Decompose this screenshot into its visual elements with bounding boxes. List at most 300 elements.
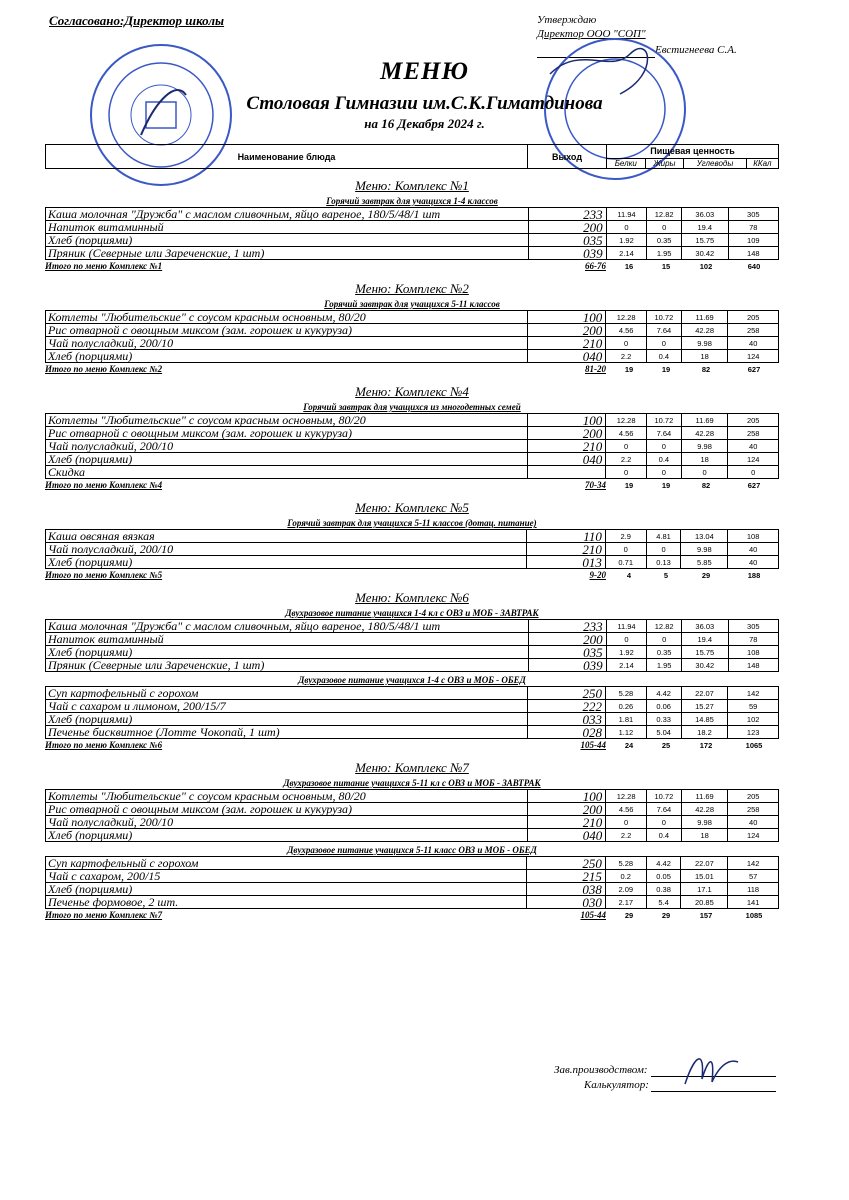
protein-value: 0 — [606, 816, 647, 829]
protein-value: 12.28 — [606, 790, 647, 803]
kcal-value: 148 — [728, 247, 778, 260]
kcal-value: 108 — [728, 530, 779, 543]
kcal-value: 40 — [728, 543, 779, 556]
group-title: Двухразовое питание учащихся 5-11 кл с ОВЗ и МОБ - ЗАВТРАК — [283, 778, 541, 788]
fat-value: 10.72 — [646, 790, 681, 803]
fat-value: 0.35 — [647, 234, 682, 247]
section-title: Меню: Комплекс №5 — [355, 500, 469, 515]
kcal-value: 258 — [728, 427, 779, 440]
dish-output: 200 — [528, 221, 606, 234]
protein-value: 2.14 — [606, 247, 647, 260]
total-row — [45, 363, 779, 375]
protein-value: 0 — [606, 337, 647, 350]
fat-value: 7.64 — [646, 803, 681, 816]
protein-value: 4.56 — [606, 324, 647, 337]
section-title: Меню: Комплекс №7 — [355, 760, 469, 775]
carbs-value: 11.69 — [681, 790, 728, 803]
total-label: Итого по меню Комплекс №7 — [45, 910, 163, 920]
carbs-value: 9.98 — [681, 543, 728, 556]
protein-value: 0 — [606, 466, 647, 479]
dish-name: Хлеб (порциями) — [46, 713, 528, 726]
table-row — [46, 646, 779, 659]
fat-value: 1.95 — [647, 659, 682, 672]
col-name-header: Наименование блюда — [46, 145, 528, 169]
dish-output: 100 — [527, 790, 605, 803]
dish-name: Котлеты "Любительские" с соусом красным основным, 80/20 — [46, 414, 528, 427]
dish-table — [45, 529, 779, 569]
total-carbs: 157 — [699, 910, 713, 920]
fat-value: 0 — [646, 816, 681, 829]
total-output: 9-20 — [589, 570, 606, 580]
table-row — [46, 816, 779, 829]
carbs-value: 22.07 — [681, 857, 728, 870]
carbs-value: 11.69 — [681, 311, 728, 324]
total-fat: 5 — [663, 570, 669, 580]
director-label: Директор ООО "СОП" — [537, 28, 646, 40]
total-carbs: 82 — [701, 480, 711, 490]
dish-table — [45, 619, 779, 672]
dish-name: Печенье бисквитное (Лотте Чокопай, 1 шт) — [46, 726, 528, 739]
dish-name: Рис отварной с овощным миксом (зам. горошек и кукуруза) — [46, 427, 528, 440]
kcal-value: 0 — [728, 466, 779, 479]
carbs-value: 0 — [681, 466, 728, 479]
protein-value: 5.28 — [606, 687, 647, 700]
page-subtitle: Столовая Гимназии им.С.К.Гиматдинова — [246, 93, 603, 114]
protein-value: 12.28 — [606, 311, 647, 324]
table-row — [46, 883, 779, 896]
dish-output — [527, 466, 605, 479]
group-title: Горячий завтрак для учащихся 1-4 классов — [326, 196, 498, 206]
fat-value: 12.82 — [647, 208, 682, 221]
protein-value: 11.94 — [606, 620, 647, 633]
total-output: 105-44 — [580, 740, 606, 750]
group-title: Двухразовое питание учащихся 1-4 кл с ОВЗ и МОБ - ЗАВТРАК — [285, 608, 539, 618]
carbs-value: 18 — [681, 453, 728, 466]
col-carbs-header: Углеводы — [684, 158, 747, 168]
protein-value: 0.26 — [606, 700, 647, 713]
dish-output: 250 — [527, 857, 606, 870]
dish-name: Пряник (Северные или Зареченские, 1 шт) — [46, 659, 529, 672]
signer-name: Евстигнеева С.А. — [655, 44, 737, 56]
col-nutrition-header: Пищевая ценность — [607, 145, 779, 159]
dish-table — [45, 789, 779, 842]
fat-value: 0.13 — [646, 556, 681, 569]
kcal-value: 78 — [728, 221, 778, 234]
protein-value: 1.92 — [606, 234, 647, 247]
fat-value: 5.04 — [646, 726, 681, 739]
fat-value: 5.4 — [646, 896, 681, 909]
total-label: Итого по меню Комплекс №2 — [45, 364, 163, 374]
dish-name: Рис отварной с овощным миксом (зам. горошек и кукуруза) — [46, 803, 528, 816]
kcal-value: 205 — [728, 790, 779, 803]
total-output: 66-76 — [585, 261, 606, 271]
carbs-value: 18.2 — [681, 726, 728, 739]
kcal-value: 148 — [728, 659, 778, 672]
dish-output: 100 — [527, 311, 605, 324]
page-title: МЕНЮ — [380, 58, 469, 85]
fat-value: 0 — [646, 466, 681, 479]
table-row — [46, 337, 779, 350]
kcal-value: 118 — [728, 883, 779, 896]
kcal-value: 258 — [728, 324, 779, 337]
protein-value: 2.14 — [606, 659, 647, 672]
dish-table — [45, 686, 779, 739]
fat-value: 0 — [647, 221, 682, 234]
protein-value: 0.71 — [605, 556, 646, 569]
section-title: Меню: Комплекс №2 — [355, 281, 469, 296]
dish-output: 035 — [528, 646, 606, 659]
kcal-value: 305 — [728, 208, 778, 221]
protein-value: 11.94 — [606, 208, 647, 221]
group-title: Двухразовое питание учащихся 5-11 класс ОВЗ и МОБ - ОБЕД — [287, 845, 537, 855]
table-row — [46, 870, 779, 883]
calculator-label: Калькулятор: — [584, 1079, 649, 1091]
carbs-value: 30.42 — [682, 247, 729, 260]
table-row — [46, 620, 779, 633]
total-carbs: 102 — [699, 261, 713, 271]
dish-output: 210 — [527, 543, 606, 556]
dish-name: Пряник (Северные или Зареченские, 1 шт) — [46, 247, 529, 260]
total-carbs: 29 — [701, 570, 711, 580]
manager-signature-icon — [680, 1044, 740, 1094]
kcal-value: 40 — [728, 440, 779, 453]
fat-value: 0 — [647, 633, 682, 646]
total-protein: 19 — [624, 480, 634, 490]
dish-name: Каша молочная "Дружба" с маслом сливочным, яйцо вареное, 180/5/48/1 шт — [46, 208, 529, 221]
total-protein: 24 — [624, 740, 634, 750]
total-fat: 19 — [661, 364, 671, 374]
production-manager-label: Зав.производством: — [554, 1064, 648, 1076]
carbs-value: 15.01 — [681, 870, 728, 883]
dish-output: 215 — [527, 870, 606, 883]
table-row — [46, 790, 779, 803]
dish-name: Напиток витаминный — [46, 221, 529, 234]
dish-output: 200 — [527, 803, 605, 816]
approval-left-label: Согласовано:Директор школы — [49, 13, 225, 28]
carbs-value: 18 — [681, 350, 728, 363]
col-fat-header: Жиры — [645, 158, 684, 168]
dish-name: Каша овсяная вязкая — [46, 530, 527, 543]
dish-output: 222 — [527, 700, 605, 713]
kcal-value: 108 — [728, 646, 778, 659]
dish-table — [45, 310, 779, 363]
carbs-value: 17.1 — [681, 883, 728, 896]
group-title: Двухразовое питание учащихся 1-4 с ОВЗ и МОБ - ОБЕД — [298, 675, 526, 685]
carbs-value: 15.75 — [682, 646, 729, 659]
table-row — [46, 350, 779, 363]
protein-value: 0 — [606, 633, 647, 646]
fat-value: 4.81 — [646, 530, 681, 543]
total-kcal: 627 — [747, 480, 761, 490]
protein-value: 1.12 — [606, 726, 647, 739]
dish-name: Котлеты "Любительские" с соусом красным основным, 80/20 — [46, 790, 528, 803]
approve-label: Утверждаю — [537, 14, 597, 26]
carbs-value: 36.03 — [682, 208, 729, 221]
total-kcal: 1085 — [745, 910, 763, 920]
carbs-value: 42.28 — [681, 427, 728, 440]
carbs-value: 9.98 — [681, 440, 728, 453]
carbs-value: 9.98 — [681, 337, 728, 350]
fat-value: 0.35 — [647, 646, 682, 659]
kcal-value: 124 — [728, 453, 779, 466]
kcal-value: 40 — [728, 337, 779, 350]
total-row — [45, 479, 779, 491]
dish-output: 200 — [527, 427, 605, 440]
calculator-signature-line — [651, 1091, 776, 1092]
col-kcal-header: ККал — [746, 158, 778, 168]
total-row — [45, 260, 779, 272]
carbs-value: 19.4 — [682, 221, 729, 234]
dish-output: 200 — [527, 324, 605, 337]
menu-date: на 16 Декабря 2024 г. — [364, 116, 485, 131]
kcal-value: 57 — [728, 870, 779, 883]
total-label: Итого по меню Комплекс №5 — [45, 570, 163, 580]
fat-value: 12.82 — [647, 620, 682, 633]
protein-value: 0.2 — [605, 870, 646, 883]
total-fat: 29 — [661, 910, 671, 920]
table-row — [46, 453, 779, 466]
total-kcal: 1065 — [745, 740, 763, 750]
total-output: 81-20 — [585, 364, 606, 374]
kcal-value: 305 — [728, 620, 778, 633]
table-row — [46, 427, 779, 440]
fat-value: 0 — [646, 337, 681, 350]
kcal-value: 40 — [728, 556, 779, 569]
fat-value: 0.05 — [646, 870, 681, 883]
kcal-value: 78 — [728, 633, 778, 646]
protein-value: 1.92 — [606, 646, 647, 659]
section-title: Меню: Комплекс №4 — [355, 384, 469, 399]
dish-name: Хлеб (порциями) — [46, 453, 528, 466]
protein-value: 0 — [606, 440, 647, 453]
kcal-value: 124 — [728, 350, 779, 363]
dish-output: 039 — [528, 659, 606, 672]
dish-output: 038 — [527, 883, 606, 896]
dish-output: 100 — [527, 414, 605, 427]
protein-value: 4.56 — [606, 427, 647, 440]
protein-value: 12.28 — [606, 414, 647, 427]
carbs-value: 15.27 — [681, 700, 728, 713]
dish-output: 040 — [527, 350, 605, 363]
total-label: Итого по меню Комплекс №4 — [45, 480, 163, 490]
protein-value: 2.17 — [605, 896, 646, 909]
protein-value: 0 — [605, 543, 646, 556]
dish-name: Чай полусладкий, 200/10 — [46, 816, 528, 829]
dish-table — [45, 856, 779, 909]
kcal-value: 40 — [728, 816, 779, 829]
total-row — [45, 569, 779, 581]
total-output: 105-44 — [580, 910, 606, 920]
dish-output: 250 — [527, 687, 605, 700]
dish-name: Чай полусладкий, 200/10 — [46, 440, 528, 453]
carbs-value: 13.04 — [681, 530, 728, 543]
protein-value: 2.2 — [606, 453, 647, 466]
kcal-value: 205 — [728, 311, 779, 324]
table-row — [46, 556, 779, 569]
kcal-value: 258 — [728, 803, 779, 816]
dish-name: Хлеб (порциями) — [46, 350, 528, 363]
protein-value: 0 — [606, 221, 647, 234]
dish-name: Хлеб (порциями) — [46, 556, 527, 569]
kcal-value: 141 — [728, 896, 779, 909]
protein-value: 2.2 — [606, 829, 647, 842]
carbs-value: 15.75 — [682, 234, 729, 247]
table-row — [46, 466, 779, 479]
dish-name: Чай с сахаром, 200/15 — [46, 870, 527, 883]
dish-output: 013 — [527, 556, 606, 569]
table-row — [46, 713, 779, 726]
dish-output: 028 — [527, 726, 605, 739]
total-row — [45, 739, 779, 751]
table-row — [46, 311, 779, 324]
dish-output: 030 — [527, 896, 606, 909]
total-carbs: 172 — [699, 740, 713, 750]
carbs-value: 30.42 — [682, 659, 729, 672]
dish-table — [45, 207, 779, 260]
fat-value: 0 — [646, 543, 681, 556]
dish-output: 110 — [527, 530, 606, 543]
dish-name: Хлеб (порциями) — [46, 234, 529, 247]
fat-value: 0.4 — [646, 453, 681, 466]
carbs-value: 42.28 — [681, 324, 728, 337]
total-protein: 4 — [626, 570, 632, 580]
dish-output: 210 — [527, 440, 605, 453]
dish-name: Рис отварной с овощным миксом (зам. горошек и кукуруза) — [46, 324, 528, 337]
total-output: 70-34 — [585, 480, 606, 490]
dish-output: 039 — [528, 247, 606, 260]
carbs-value: 5.85 — [681, 556, 728, 569]
total-label: Итого по меню Комплекс №6 — [45, 740, 163, 750]
dish-output: 200 — [528, 633, 606, 646]
fat-value: 0.06 — [646, 700, 681, 713]
dish-output: 033 — [527, 713, 605, 726]
kcal-value: 142 — [728, 857, 779, 870]
fat-value: 7.64 — [646, 324, 681, 337]
group-title: Горячий завтрак для учащихся 5-11 классов (дотац. питание) — [287, 518, 537, 528]
dish-name: Хлеб (порциями) — [46, 646, 529, 659]
dish-output: 210 — [527, 337, 605, 350]
carbs-value: 11.69 — [681, 414, 728, 427]
dish-name: Суп картофельный с горохом — [46, 687, 528, 700]
protein-value: 2.09 — [605, 883, 646, 896]
dish-output: 040 — [527, 453, 605, 466]
kcal-value: 109 — [728, 234, 778, 247]
protein-value: 1.81 — [606, 713, 647, 726]
kcal-value: 123 — [728, 726, 779, 739]
dish-output: 233 — [528, 620, 606, 633]
carbs-value: 42.28 — [681, 803, 728, 816]
carbs-value: 19.4 — [682, 633, 729, 646]
carbs-value: 20.85 — [681, 896, 728, 909]
dish-name: Хлеб (порциями) — [46, 883, 527, 896]
fat-value: 10.72 — [646, 414, 681, 427]
protein-value: 5.28 — [605, 857, 646, 870]
total-fat: 19 — [661, 480, 671, 490]
total-protein: 19 — [624, 364, 634, 374]
table-row — [46, 829, 779, 842]
dish-name: Хлеб (порциями) — [46, 829, 528, 842]
carbs-value: 22.07 — [681, 687, 728, 700]
dish-output: 035 — [528, 234, 606, 247]
total-kcal: 640 — [747, 261, 761, 271]
protein-value: 2.9 — [605, 530, 646, 543]
total-protein: 16 — [624, 261, 634, 271]
group-title: Горячий завтрак для учащихся 5-11 классов — [324, 299, 500, 309]
col-output-header: Выход — [528, 145, 607, 169]
total-fat: 25 — [661, 740, 671, 750]
dish-name: Чай полусладкий, 200/10 — [46, 543, 527, 556]
protein-value: 4.56 — [606, 803, 647, 816]
table-row — [46, 208, 779, 221]
fat-value: 0.33 — [646, 713, 681, 726]
table-row — [46, 726, 779, 739]
menu-table — [45, 144, 779, 921]
kcal-value: 102 — [728, 713, 779, 726]
section-title: Меню: Комплекс №1 — [355, 178, 469, 193]
dish-name: Напиток витаминный — [46, 633, 529, 646]
dish-name: Скидка — [46, 466, 528, 479]
fat-value: 4.42 — [646, 857, 681, 870]
dish-table — [45, 413, 779, 479]
carbs-value: 36.03 — [682, 620, 729, 633]
total-protein: 29 — [624, 910, 634, 920]
dish-output: 210 — [527, 816, 605, 829]
table-row — [46, 440, 779, 453]
fat-value: 4.42 — [646, 687, 681, 700]
table-row — [46, 700, 779, 713]
kcal-value: 205 — [728, 414, 779, 427]
table-row — [46, 530, 779, 543]
dish-output: 040 — [527, 829, 605, 842]
group-title: Горячий завтрак для учащихся из многодетных семей — [303, 402, 521, 412]
table-row — [46, 896, 779, 909]
col-protein-header: Белки — [607, 158, 646, 168]
fat-value: 0.4 — [646, 350, 681, 363]
fat-value: 0.4 — [646, 829, 681, 842]
total-kcal: 627 — [747, 364, 761, 374]
dish-name: Печенье формовое, 2 шт. — [46, 896, 527, 909]
dish-name: Чай полусладкий, 200/10 — [46, 337, 528, 350]
dish-output: 233 — [528, 208, 606, 221]
carbs-value: 18 — [681, 829, 728, 842]
section-title: Меню: Комплекс №6 — [355, 590, 469, 605]
carbs-value: 9.98 — [681, 816, 728, 829]
table-row — [46, 247, 779, 260]
fat-value: 1.95 — [647, 247, 682, 260]
table-row — [46, 803, 779, 816]
dish-name: Каша молочная "Дружба" с маслом сливочным, яйцо вареное, 180/5/48/1 шт — [46, 620, 529, 633]
total-label: Итого по меню Комплекс №1 — [45, 261, 163, 271]
kcal-value: 142 — [728, 687, 779, 700]
table-row — [46, 324, 779, 337]
table-row — [46, 659, 779, 672]
dish-name: Чай с сахаром и лимоном, 200/15/7 — [46, 700, 528, 713]
fat-value: 0 — [646, 440, 681, 453]
kcal-value: 124 — [728, 829, 779, 842]
table-row — [46, 414, 779, 427]
table-header — [45, 144, 779, 169]
dish-name: Суп картофельный с горохом — [46, 857, 527, 870]
dish-name: Котлеты "Любительские" с соусом красным основным, 80/20 — [46, 311, 528, 324]
fat-value: 0.38 — [646, 883, 681, 896]
table-row — [46, 221, 779, 234]
total-fat: 15 — [661, 261, 671, 271]
table-row — [46, 687, 779, 700]
protein-value: 2.2 — [606, 350, 647, 363]
total-carbs: 82 — [701, 364, 711, 374]
table-row — [46, 543, 779, 556]
total-kcal: 188 — [747, 570, 761, 580]
